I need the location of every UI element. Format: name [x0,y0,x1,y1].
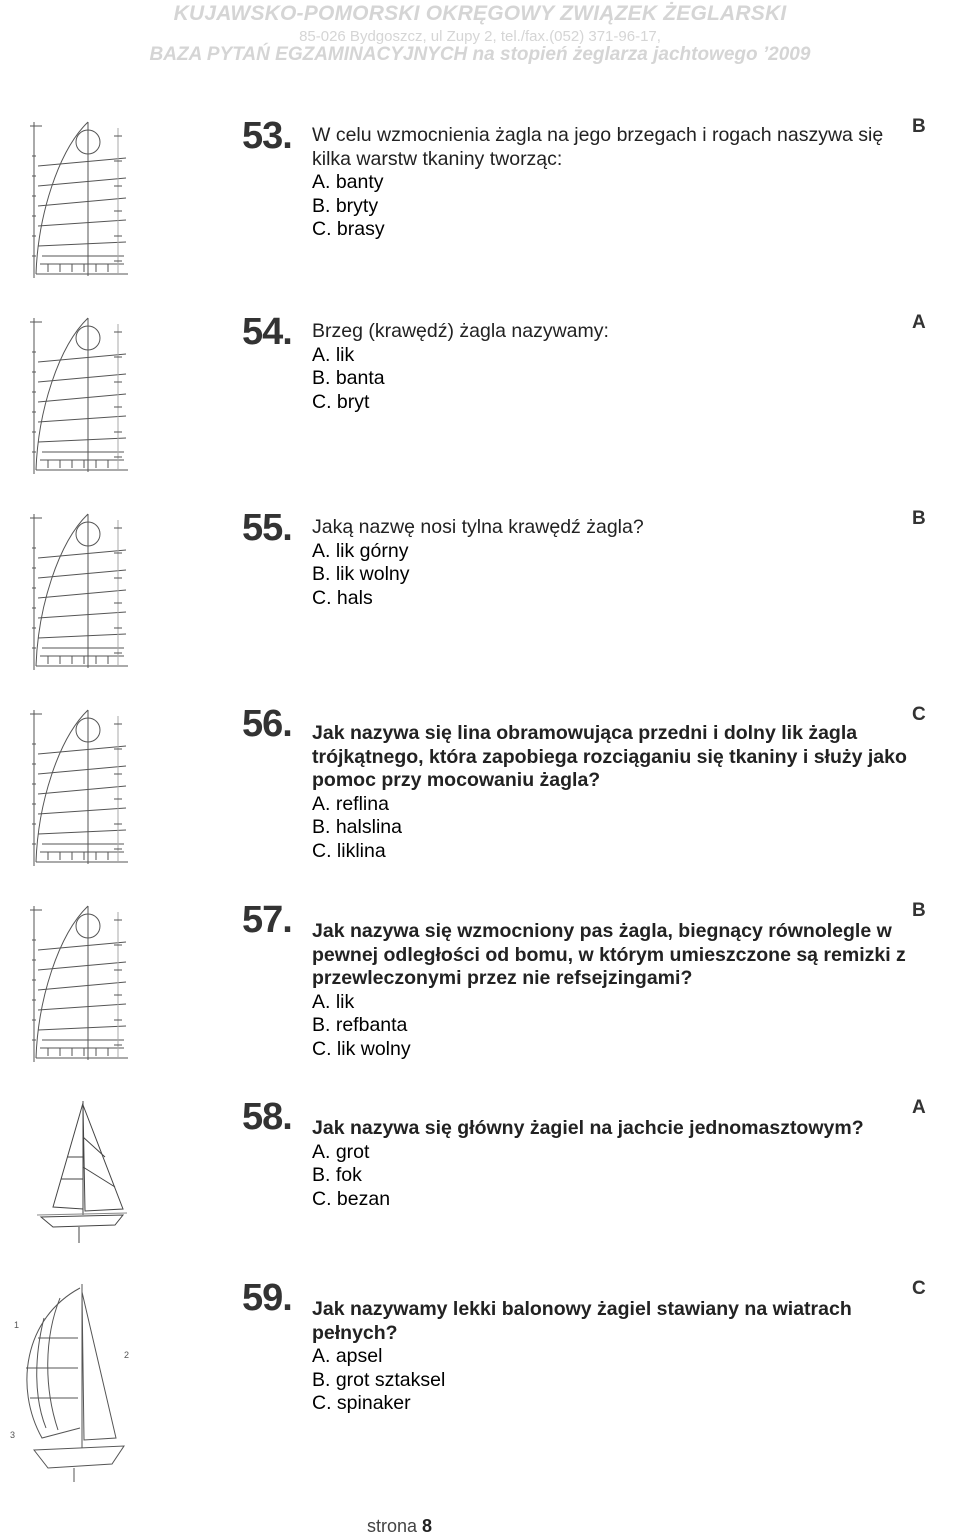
page-number: 8 [422,1516,433,1536]
figure-label-3: 3 [10,1430,16,1440]
question-stem: Brzeg (krawędź) żagla nazywamy: [312,320,609,342]
question-number: 53. [242,115,292,157]
option-c: C. brasy [312,218,385,240]
option-c: C. spinaker [312,1392,411,1414]
figure-label-1: 1 [14,1320,20,1330]
option-c: C. liklina [312,839,386,862]
figure-label-2: 2 [124,1350,130,1360]
option-c: C. bryt [312,390,370,413]
answer-key: B [912,508,926,529]
question-number: 58. [242,1096,292,1138]
spinnaker-yacht-drawing-icon [4,1278,134,1488]
header-org: KUJAWSKO-POMORSKI OKRĘGOWY ZWIĄZEK ŻEGLARSKI [173,2,787,25]
option-b: B. grot sztaksel [312,1368,446,1391]
option-a: A. reflina [312,792,389,815]
sloop-drawing-icon [20,1097,130,1247]
sail-diagram-icon [28,312,132,477]
sail-diagram-icon [28,704,132,869]
option-a: A. lik [312,990,355,1013]
option-b: B. halslina [312,816,402,838]
option-c: C. bezan [312,1187,391,1210]
option-b: B. lik wolny [312,563,410,585]
option-a: A. banty [312,171,384,193]
sail-diagram-icon [28,900,132,1065]
answer-key: B [912,116,926,137]
answer-key: C [912,1278,926,1299]
question-stem: Jak nazywa się wzmocniony pas żagla, biegnący równolegle w pewnej odległości od bomu, w którym umieszczone są remizki z przewleczonymi przez nie refsejzingami? [312,920,906,989]
footer-label: strona [367,1516,418,1536]
answer-key: B [912,900,926,921]
question-number: 54. [242,311,292,353]
question-number: 57. [242,899,292,941]
sail-diagram-icon [28,508,132,673]
answer-key: A [912,312,926,333]
option-b: B. banta [312,367,385,389]
question-stem: W celu wzmocnienia żagla na jego brzegach i rogach naszywa się kilka warstw tkaniny tworząc: [312,124,884,170]
question-stem: Jak nazywamy lekki balonowy żagiel stawiany na wiatrach pełnych? [312,1298,852,1344]
header-title: BAZA PYTAŃ EGZAMINACYJNYCH na stopień żeglarza jachtowego ’2009 [149,44,811,65]
question-number: 55. [242,507,292,549]
option-b: B. refbanta [312,1014,408,1036]
answer-key: C [912,704,926,725]
question-stem: Jaką nazwę nosi tylna krawędź żagla? [312,516,644,538]
option-a: A. lik górny [312,539,409,562]
question-number: 59. [242,1277,292,1319]
question-stem: Jak nazywa się lina obramowująca przedni i dolny lik żagla trójkątnego, która zapobiega rozciąganiu się tkaniny i służy jako pomoc przy mocowaniu żagla? [312,722,907,791]
option-a: A. grot [312,1140,370,1163]
sail-diagram-icon [28,116,132,281]
question-stem: Jak nazywa się główny żagiel na jachcie jednomasztowym? [312,1117,864,1139]
option-b: B. fok [312,1164,362,1186]
option-a: A. lik [312,343,355,366]
option-b: B. bryty [312,194,379,217]
question-number: 56. [242,703,292,745]
option-c: C. hals [312,586,373,609]
option-c: C. lik wolny [312,1037,411,1060]
header-address: 85-026 Bydgoszcz, ul Zupy 2, tel./fax.(052) 371-96-17, [299,28,661,45]
answer-key: A [912,1097,926,1118]
page-footer [367,1516,432,1537]
option-a: A. apsel [312,1345,383,1367]
